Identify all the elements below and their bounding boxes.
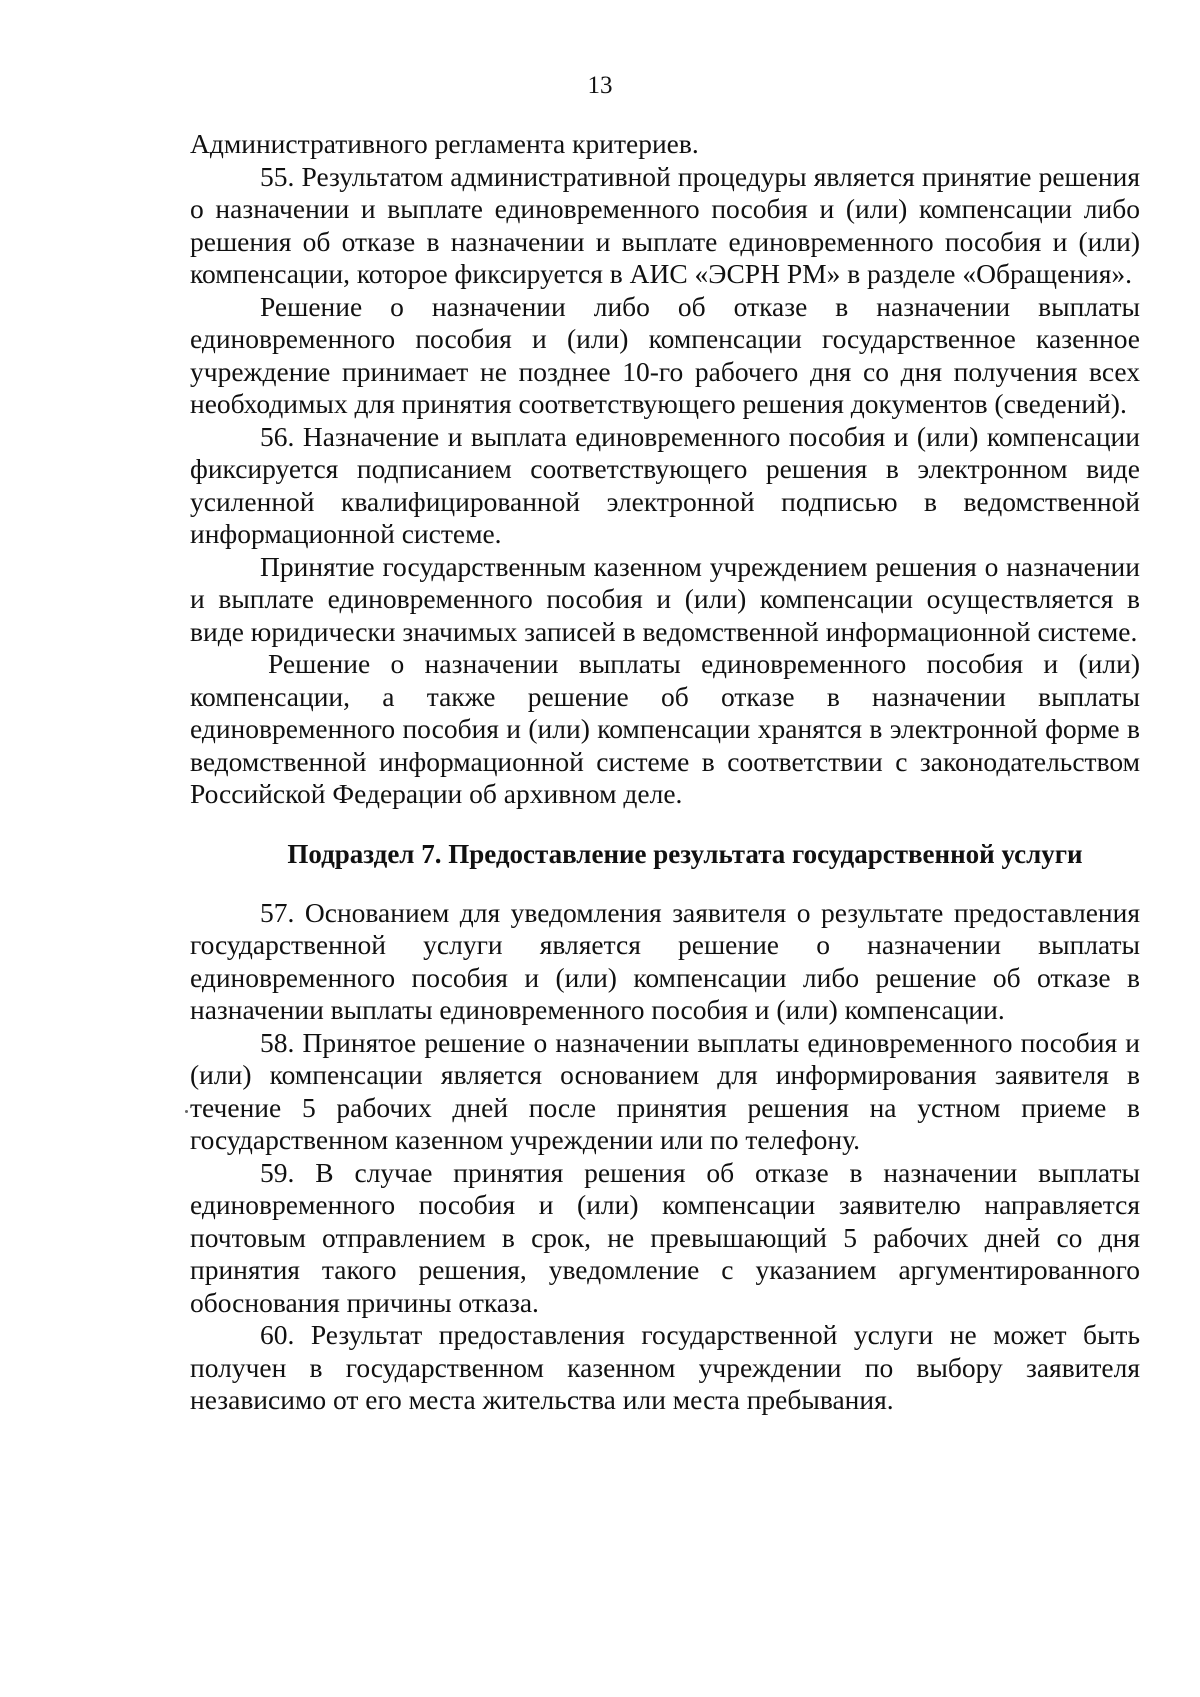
section-heading: Подраздел 7. Предоставление результата государственной услуги [287,838,1083,869]
paragraph-decision-deadline: Решение о назначении либо об отказе в назначении выплаты единовременного пособия и (или) компенсации государственное казенное учреждение принимает не позднее 10-го рабочего дня со дня получения всех необходимых для принятия соответствующего решения документов (сведений). [190,290,1140,419]
paragraph-58: 58. Принятое решение о назначении выплаты единовременного пособия и (или) компенсации является основанием для информирования заявителя в течение 5 рабочих дней после принятия решения на устном приеме в государственном казенном учреждении или по телефону. [190,1026,1140,1155]
paragraph-57: 57. Основанием для уведомления заявителя о результате предоставления государственной услуги является решение о назначении выплаты единовременного пособия и (или) компенсации либо решение об отказе в назначении выплаты единовременного пособия и (или) компенсации. [190,896,1140,1025]
scan-speck [185,1110,188,1113]
paragraph-55: 55. Результатом административной процедуры является принятие решения о назначении и выплате единовременного пособия и (или) компенсации либо решения об отказе в назначении и выплате единовременного пособия и (или) компенсации, которое фиксируется в АИС «ЭСРН РМ» в разделе «Обращения». [190,160,1140,289]
paragraph-59: 59. В случае принятия решения об отказе в назначении выплаты единовременного пособия и (или) компенсации заявителю направляется почтовым отправлением в срок, не превышающий 5 рабочих дней со дня принятия такого решения, уведомление с указанием аргументированного обоснования причины отказа. [190,1156,1140,1318]
document-body [190,128,1140,1417]
paragraph-continuation: Административного регламента критериев. [190,128,699,159]
paragraph-records: Принятие государственным казенном учреждением решения о назначении и выплате единовременного пособия и (или) компенсации осуществляется в виде юридически значимых записей в ведомственной информационной системе. [190,550,1140,647]
paragraph-56: 56. Назначение и выплата единовременного пособия и (или) компенсации фиксируется подписанием соответствующего решения в электронном виде усиленной квалифицированной электронной подписью в ведомственной информационной системе. [190,420,1140,549]
paragraph-storage: Решение о назначении выплаты единовременного пособия и (или) компенсации, а также решение об отказе в назначении выплаты единовременного пособия и (или) компенсации хранятся в электронной форме в ведомственной информационной системе в соответствии с законодательством Российской Федерации об архивном деле. [190,648,1140,809]
paragraph-60: 60. Результат предоставления государственной услуги не может быть получен в государственном казенном учреждении по выбору заявителя независимо от его места жительства или места пребывания. [190,1319,1140,1415]
page-number: 13 [587,72,613,99]
